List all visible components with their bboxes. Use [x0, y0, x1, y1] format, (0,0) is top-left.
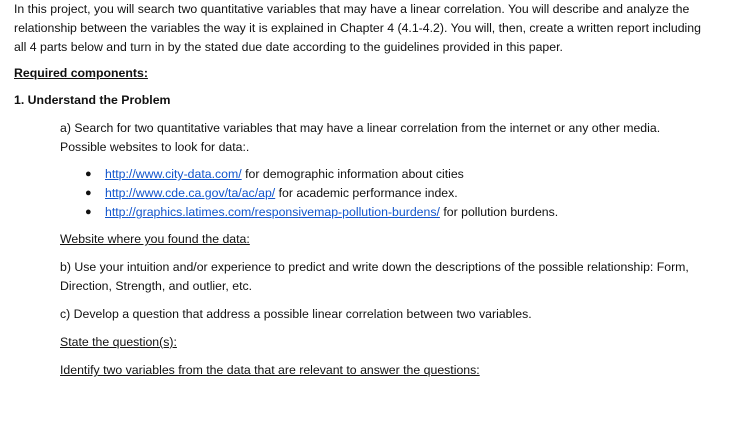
link-description: for academic performance index. [275, 186, 458, 200]
part-c-text: c) Develop a question that address a possible linear correlation between two variables. [60, 307, 532, 321]
city-data-link[interactable]: http://www.city-data.com/ [105, 167, 242, 181]
list-item [85, 203, 710, 222]
document-body [14, 0, 724, 380]
bullet-icon: ● [85, 187, 92, 199]
list-item [85, 165, 710, 184]
part-b-text: b) Use your intuition and/or experience to predict and write down the descriptions of the possible relationship: Form, Direction, Strength, and outlier, etc. [60, 260, 689, 293]
intro-paragraph: In this project, you will search two quantitative variables that may have a linear correlation. You will describe and analyze the relationship between the variables the way it is explained in Chapter 4 (4.1-4.2). You will, then, create a written report including all 4 parts below and turn in by the stated due date according to the guidelines provided in this paper. [14, 2, 701, 54]
identify-variables-prompt: Identify two variables from the data that are relevant to answer the questions: [60, 363, 480, 377]
link-description: for pollution burdens. [439, 205, 559, 219]
section-1-heading: 1. Understand the Problem [14, 93, 171, 107]
bullet-icon: ● [85, 168, 92, 180]
bullet-icon: ● [85, 206, 92, 218]
part-a-text: a) Search for two quantitative variables that may have a linear correlation from the internet or any other media. Possible websites to look for data:. [60, 121, 661, 154]
website-list [60, 165, 710, 222]
link-description: for demographic information about cities [241, 167, 464, 181]
state-question-prompt: State the question(s): [60, 335, 177, 349]
website-found-prompt: Website where you found the data: [60, 232, 250, 246]
latimes-link[interactable]: http://graphics.latimes.com/responsivemap-pollution-burdens/ [105, 205, 440, 219]
required-components-heading: Required components: [14, 66, 148, 80]
section-1-content [60, 119, 710, 380]
list-item [85, 184, 710, 203]
cde-link[interactable]: http://www.cde.ca.gov/ta/ac/ap/ [105, 186, 276, 200]
